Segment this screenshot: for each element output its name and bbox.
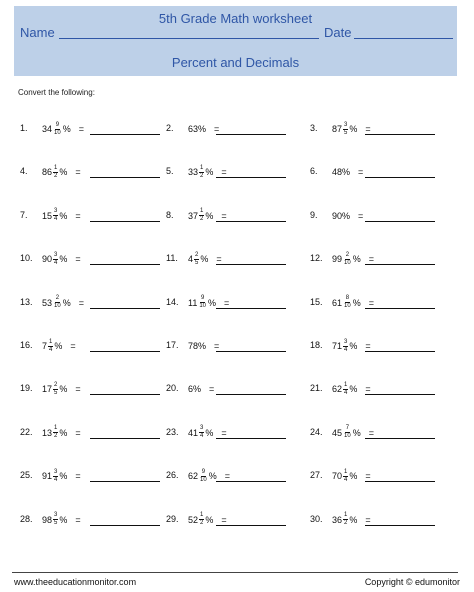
numerator: 3 — [200, 425, 204, 432]
problem-item — [310, 464, 450, 488]
problem-expression — [188, 247, 222, 271]
whole-part: 62 — [332, 384, 343, 395]
fraction — [53, 295, 62, 310]
problem-number: 24. — [310, 426, 323, 437]
answer-blank[interactable] — [216, 351, 286, 352]
whole-part: 7 — [42, 341, 48, 351]
denominator: 5 — [54, 389, 58, 396]
problem-item — [166, 291, 306, 315]
fraction — [343, 122, 348, 137]
whole-part: 90% — [332, 210, 351, 221]
problem-expression — [188, 421, 227, 445]
percent-sign: % — [205, 210, 214, 221]
problem-expression — [188, 204, 227, 228]
problem-expression — [188, 160, 227, 184]
date-label: Date — [324, 25, 352, 40]
fraction — [199, 165, 204, 180]
problem-item — [20, 247, 160, 271]
numerator: 1 — [54, 425, 58, 432]
problem-item — [20, 160, 160, 184]
whole-part: 90 — [42, 254, 53, 265]
fraction — [199, 469, 208, 484]
problem-number: 15. — [310, 296, 323, 307]
name-blank[interactable] — [59, 38, 319, 39]
footer-divider — [12, 572, 458, 573]
problem-number: 18. — [310, 340, 323, 350]
problem-item — [310, 117, 450, 141]
problem-number: 16. — [20, 340, 33, 350]
problem-item — [20, 291, 160, 315]
fraction — [343, 425, 352, 440]
fraction — [194, 252, 199, 267]
whole-part: 70 — [332, 471, 343, 482]
problem-number: 8. — [166, 209, 174, 220]
numerator: 3 — [344, 338, 348, 345]
equals-sign: = — [75, 471, 81, 482]
problem-expression — [332, 421, 374, 445]
problem-number: 6. — [310, 166, 318, 177]
problem-expression — [188, 334, 219, 358]
answer-blank[interactable] — [216, 177, 286, 178]
problem-number: 29. — [166, 513, 179, 524]
problem-item — [166, 508, 306, 532]
problem-item — [20, 377, 160, 401]
equals-sign: = — [368, 254, 374, 265]
problem-expression — [332, 508, 371, 532]
answer-blank[interactable] — [365, 308, 435, 309]
fraction — [343, 469, 348, 484]
denominator: 4 — [344, 346, 348, 353]
percent-sign: % — [54, 341, 63, 351]
equals-sign: = — [365, 384, 371, 395]
numerator: 1 — [49, 338, 53, 345]
denominator: 10 — [54, 303, 61, 310]
numerator: 3 — [54, 208, 58, 215]
problem-number: 11. — [166, 253, 178, 264]
answer-blank[interactable] — [90, 351, 160, 352]
answer-blank[interactable] — [365, 481, 435, 482]
answer-blank[interactable] — [216, 264, 286, 265]
problem-item — [166, 421, 306, 445]
fraction — [53, 382, 58, 397]
equals-sign: = — [70, 341, 76, 351]
equals-sign: = — [368, 427, 374, 438]
numerator: 1 — [200, 512, 204, 519]
answer-blank[interactable] — [216, 394, 286, 395]
whole-part: 61 — [332, 297, 343, 308]
footer-copyright: Copyright © edumonitor — [364, 577, 460, 587]
equals-sign: = — [214, 124, 220, 134]
instructions: Convert the following: — [18, 88, 95, 97]
problem-expression — [332, 334, 371, 358]
problem-number: 17. — [166, 340, 179, 350]
whole-part: 36 — [332, 514, 343, 525]
percent-sign: % — [59, 210, 68, 221]
fraction — [343, 512, 348, 527]
denominator: 5 — [195, 259, 199, 266]
numerator: 7 — [345, 425, 350, 432]
answer-blank[interactable] — [90, 134, 160, 135]
problem-number: 4. — [20, 166, 28, 177]
numerator: 1 — [200, 164, 204, 171]
answer-blank[interactable] — [216, 134, 286, 135]
problem-item — [310, 421, 450, 445]
problem-number: 10. — [20, 253, 33, 264]
answer-blank[interactable] — [216, 438, 286, 439]
problem-item — [310, 160, 450, 184]
whole-part: 4 — [188, 254, 194, 265]
answer-blank[interactable] — [365, 351, 435, 352]
problem-number: 19. — [20, 383, 33, 394]
fraction — [53, 252, 58, 267]
problem-expression — [332, 291, 374, 315]
problem-expression — [42, 421, 81, 445]
fraction — [53, 425, 58, 440]
problem-item — [20, 334, 160, 358]
percent-sign: % — [349, 514, 358, 525]
problem-number: 12. — [310, 253, 323, 264]
whole-part: 98 — [42, 514, 53, 525]
denominator: 4 — [49, 346, 53, 353]
answer-blank[interactable] — [90, 308, 160, 309]
problem-expression — [332, 377, 371, 401]
problem-number: 2. — [166, 123, 174, 133]
problem-expression — [332, 117, 371, 141]
problem-expression — [332, 464, 371, 488]
whole-part: 63% — [188, 124, 207, 134]
problem-expression — [42, 508, 81, 532]
equals-sign: = — [209, 384, 215, 395]
whole-part: 48% — [332, 167, 351, 178]
whole-part: 91 — [42, 471, 53, 482]
equals-sign: = — [78, 124, 84, 134]
problem-expression — [188, 508, 227, 532]
problem-expression — [188, 464, 230, 488]
percent-sign: % — [62, 297, 71, 308]
numerator: 2 — [195, 251, 199, 258]
problem-item — [310, 204, 450, 228]
problem-expression — [42, 247, 81, 271]
denominator: 4 — [54, 476, 58, 483]
answer-blank[interactable] — [365, 264, 435, 265]
percent-sign: % — [59, 514, 68, 525]
numerator: 9 — [201, 468, 206, 475]
whole-part: 45 — [332, 427, 343, 438]
denominator: 2 — [200, 216, 204, 223]
numerator: 2 — [54, 381, 58, 388]
answer-blank[interactable] — [90, 394, 160, 395]
denominator: 10 — [344, 303, 351, 310]
fraction — [53, 469, 58, 484]
numerator: 8 — [345, 295, 350, 302]
problem-item — [20, 421, 160, 445]
fraction — [198, 295, 207, 310]
denominator: 5 — [54, 520, 58, 527]
problem-expression — [332, 204, 363, 228]
answer-blank[interactable] — [365, 221, 435, 222]
answer-blank[interactable] — [365, 438, 435, 439]
problem-item — [166, 160, 306, 184]
percent-sign: % — [352, 254, 361, 265]
answer-blank[interactable] — [365, 134, 435, 135]
percent-sign: % — [205, 167, 214, 178]
numerator: 9 — [55, 121, 60, 128]
problem-item — [166, 377, 306, 401]
numerator: 1 — [344, 512, 348, 519]
problem-expression — [188, 291, 229, 315]
equals-sign: = — [221, 210, 227, 221]
worksheet-title: 5th Grade Math worksheet — [158, 11, 313, 26]
fraction — [199, 512, 204, 527]
problem-item — [20, 508, 160, 532]
equals-sign: = — [358, 167, 364, 178]
answer-blank[interactable] — [90, 221, 160, 222]
problem-number: 27. — [310, 470, 323, 481]
problem-item — [166, 117, 306, 141]
denominator: 10 — [344, 259, 351, 266]
numerator: 1 — [200, 208, 204, 215]
numerator: 1 — [344, 381, 348, 388]
percent-sign: % — [208, 471, 217, 482]
answer-blank[interactable] — [216, 308, 286, 309]
problem-expression — [188, 377, 214, 401]
denominator: 5 — [344, 129, 348, 136]
percent-sign: % — [349, 124, 358, 134]
denominator: 2 — [200, 172, 204, 179]
whole-part: 86 — [42, 167, 53, 178]
answer-blank[interactable] — [90, 438, 160, 439]
problem-number: 28. — [20, 513, 33, 524]
whole-part: 17 — [42, 384, 53, 395]
problem-item — [166, 204, 306, 228]
denominator: 2 — [54, 433, 58, 440]
answer-blank[interactable] — [90, 264, 160, 265]
percent-sign: % — [59, 384, 68, 395]
percent-sign: % — [59, 254, 68, 265]
answer-blank[interactable] — [216, 525, 286, 526]
numerator: 2 — [55, 295, 60, 302]
whole-part: 99 — [332, 254, 343, 265]
problem-expression — [42, 117, 84, 141]
equals-sign: = — [358, 210, 364, 221]
fraction — [48, 339, 53, 354]
fraction — [343, 382, 348, 397]
equals-sign: = — [221, 514, 227, 525]
denominator: 4 — [54, 259, 58, 266]
percent-sign: % — [59, 427, 68, 438]
problem-item — [310, 508, 450, 532]
problem-number: 25. — [20, 470, 33, 481]
answer-blank[interactable] — [90, 177, 160, 178]
equals-sign: = — [75, 167, 81, 178]
numerator: 9 — [201, 295, 205, 302]
answer-blank[interactable] — [90, 481, 160, 482]
problem-number: 7. — [20, 209, 28, 220]
problem-expression — [42, 377, 81, 401]
problem-item — [20, 117, 160, 141]
equals-sign: = — [221, 427, 227, 438]
percent-sign: % — [208, 297, 217, 308]
percent-sign: % — [349, 341, 358, 351]
equals-sign: = — [224, 471, 230, 482]
problem-item — [310, 247, 450, 271]
percent-sign: % — [352, 297, 361, 308]
problem-item — [166, 247, 306, 271]
whole-part: 62 — [188, 471, 199, 482]
equals-sign: = — [214, 341, 220, 351]
equals-sign: = — [365, 514, 371, 525]
whole-part: 13 — [42, 427, 53, 438]
answer-blank[interactable] — [216, 221, 286, 222]
problem-item — [310, 291, 450, 315]
equals-sign: = — [224, 297, 230, 308]
problem-number: 5. — [166, 166, 174, 177]
whole-part: 15 — [42, 210, 53, 221]
numerator: 3 — [54, 468, 58, 475]
problem-number: 9. — [310, 209, 318, 220]
percent-sign: % — [205, 427, 214, 438]
denominator: 10 — [200, 476, 207, 483]
numerator: 2 — [345, 251, 350, 258]
whole-part: 52 — [188, 514, 199, 525]
date-blank[interactable] — [354, 38, 453, 39]
whole-part: 6% — [188, 384, 202, 395]
whole-part: 34 — [42, 124, 53, 134]
problem-number: 23. — [166, 426, 179, 437]
denominator: 4 — [200, 433, 204, 440]
numerator: 1 — [344, 468, 348, 475]
worksheet-subtitle: Percent and Decimals — [171, 55, 300, 70]
whole-part: 41 — [188, 427, 199, 438]
problem-number: 14. — [166, 296, 179, 307]
equals-sign: = — [75, 514, 81, 525]
problem-expression — [332, 247, 374, 271]
problem-number: 22. — [20, 426, 33, 437]
answer-blank[interactable] — [365, 394, 435, 395]
equals-sign: = — [365, 471, 371, 482]
equals-sign: = — [75, 210, 81, 221]
equals-sign: = — [78, 297, 84, 308]
percent-sign: % — [59, 167, 68, 178]
answer-blank[interactable] — [365, 525, 435, 526]
problem-item — [20, 204, 160, 228]
problem-expression — [42, 334, 76, 358]
numerator: 1 — [54, 164, 58, 171]
problem-number: 13. — [20, 296, 33, 307]
whole-part: 33 — [188, 167, 199, 178]
denominator: 4 — [344, 389, 348, 396]
denominator: 10 — [344, 433, 351, 440]
worksheet-header — [14, 6, 457, 76]
whole-part: 53 — [42, 297, 53, 308]
problem-item — [310, 377, 450, 401]
fraction — [343, 339, 348, 354]
answer-blank[interactable] — [365, 177, 435, 178]
denominator: 2 — [344, 520, 348, 527]
numerator: 3 — [344, 121, 348, 128]
numerator: 3 — [54, 512, 58, 519]
fraction — [53, 208, 58, 223]
problem-expression — [42, 291, 84, 315]
equals-sign: = — [368, 297, 374, 308]
fraction — [199, 425, 204, 440]
percent-sign: % — [62, 124, 71, 134]
problem-expression — [188, 117, 219, 141]
whole-part: 78% — [188, 341, 207, 351]
problem-item — [166, 334, 306, 358]
fraction — [199, 208, 204, 223]
problem-number: 3. — [310, 123, 318, 133]
fraction — [53, 165, 58, 180]
answer-blank[interactable] — [90, 525, 160, 526]
problem-number: 20. — [166, 383, 179, 394]
problem-number: 26. — [166, 470, 179, 481]
problem-item — [310, 334, 450, 358]
denominator: 4 — [344, 476, 348, 483]
percent-sign: % — [349, 384, 358, 395]
equals-sign: = — [221, 167, 227, 178]
fraction — [343, 295, 352, 310]
fraction — [343, 252, 352, 267]
equals-sign: = — [75, 427, 81, 438]
percent-sign: % — [349, 471, 358, 482]
whole-part: 11 — [188, 297, 198, 308]
problem-number: 21. — [310, 383, 323, 394]
percent-sign: % — [59, 471, 68, 482]
footer-website: www.theeducationmonitor.com — [14, 577, 137, 587]
equals-sign: = — [75, 384, 81, 395]
denominator: 2 — [54, 172, 58, 179]
percent-sign: % — [352, 427, 361, 438]
percent-sign: % — [200, 254, 209, 265]
problem-expression — [42, 464, 81, 488]
equals-sign: = — [75, 254, 81, 265]
problem-item — [166, 464, 306, 488]
fraction — [53, 512, 58, 527]
equals-sign: = — [365, 341, 371, 351]
denominator: 2 — [200, 520, 204, 527]
whole-part: 87 — [332, 124, 343, 134]
denominator: 10 — [54, 129, 61, 136]
fraction — [53, 122, 62, 137]
denominator: 10 — [199, 303, 207, 310]
whole-part: 37 — [188, 210, 199, 221]
answer-blank[interactable] — [216, 481, 286, 482]
name-label: Name — [20, 25, 55, 40]
percent-sign: % — [205, 514, 214, 525]
denominator: 4 — [54, 216, 58, 223]
whole-part: 71 — [332, 341, 343, 351]
problem-item — [20, 464, 160, 488]
problem-number: 30. — [310, 513, 323, 524]
equals-sign: = — [216, 254, 222, 265]
problem-expression — [42, 160, 81, 184]
numerator: 3 — [54, 251, 58, 258]
problem-expression — [42, 204, 81, 228]
equals-sign: = — [365, 124, 371, 134]
problem-expression — [332, 160, 363, 184]
problem-number: 1. — [20, 123, 28, 133]
